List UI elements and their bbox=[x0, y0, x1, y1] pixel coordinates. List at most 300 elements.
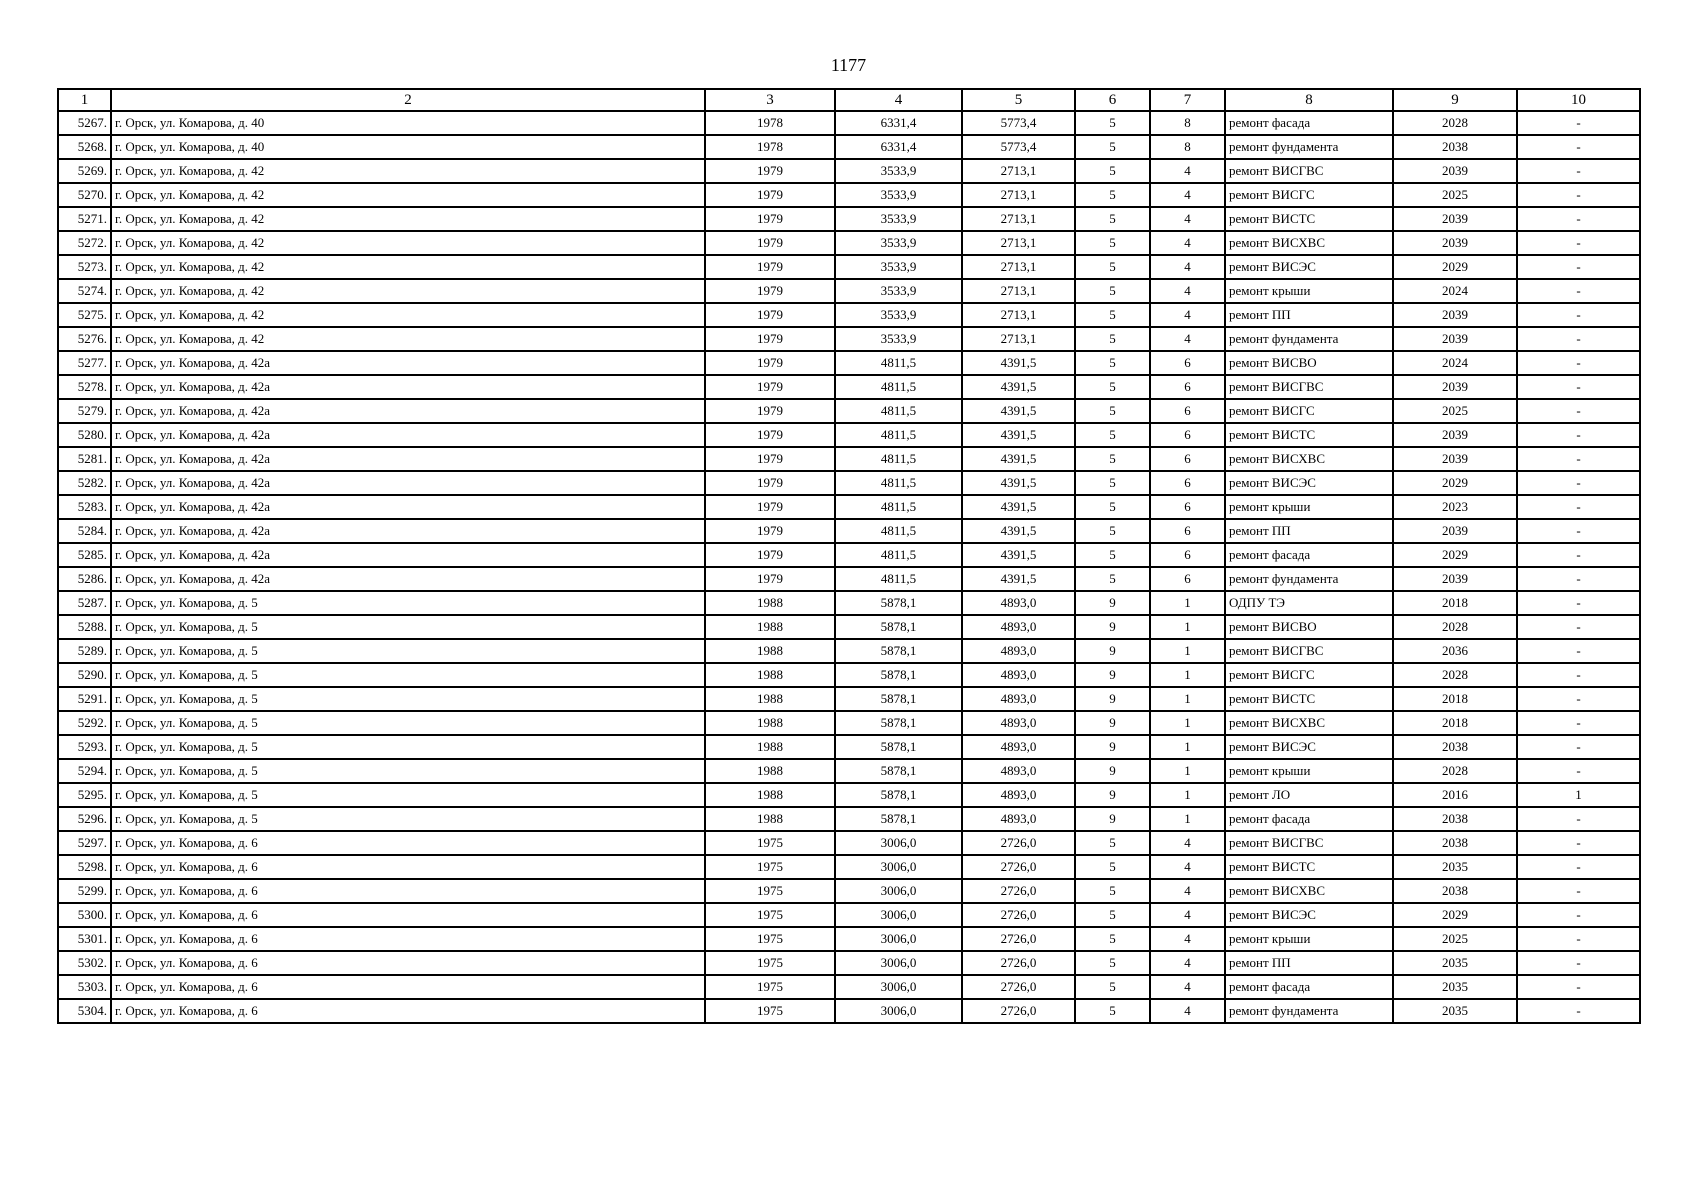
table-row bbox=[58, 231, 1640, 255]
cell-col-8: ремонт ВИСХВС bbox=[1225, 231, 1393, 255]
cell-col-2: г. Орск, ул. Комарова, д. 40 bbox=[111, 111, 705, 135]
cell-col-9: 2025 bbox=[1393, 927, 1517, 951]
cell-col-5: 2726,0 bbox=[962, 855, 1075, 879]
cell-col-3: 1988 bbox=[705, 807, 835, 831]
cell-col-8: ремонт фасада bbox=[1225, 807, 1393, 831]
cell-col-6: 5 bbox=[1075, 567, 1150, 591]
cell-col-10: - bbox=[1517, 375, 1640, 399]
cell-col-9: 2039 bbox=[1393, 567, 1517, 591]
cell-col-5: 4893,0 bbox=[962, 759, 1075, 783]
cell-col-5: 4893,0 bbox=[962, 663, 1075, 687]
cell-col-5: 4893,0 bbox=[962, 615, 1075, 639]
cell-col-10: - bbox=[1517, 639, 1640, 663]
cell-col-6: 5 bbox=[1075, 399, 1150, 423]
table-row bbox=[58, 639, 1640, 663]
cell-col-2: г. Орск, ул. Комарова, д. 6 bbox=[111, 975, 705, 999]
cell-col-1: 5290. bbox=[58, 663, 111, 687]
cell-col-1: 5272. bbox=[58, 231, 111, 255]
table-row bbox=[58, 783, 1640, 807]
cell-col-1: 5299. bbox=[58, 879, 111, 903]
cell-col-4: 6331,4 bbox=[835, 135, 962, 159]
cell-col-6: 9 bbox=[1075, 687, 1150, 711]
table-row bbox=[58, 303, 1640, 327]
cell-col-1: 5274. bbox=[58, 279, 111, 303]
cell-col-6: 5 bbox=[1075, 375, 1150, 399]
cell-col-9: 2028 bbox=[1393, 111, 1517, 135]
cell-col-3: 1988 bbox=[705, 735, 835, 759]
cell-col-5: 2726,0 bbox=[962, 927, 1075, 951]
cell-col-1: 5268. bbox=[58, 135, 111, 159]
cell-col-9: 2038 bbox=[1393, 135, 1517, 159]
cell-col-2: г. Орск, ул. Комарова, д. 42 bbox=[111, 327, 705, 351]
cell-col-9: 2023 bbox=[1393, 495, 1517, 519]
cell-col-3: 1979 bbox=[705, 567, 835, 591]
cell-col-9: 2039 bbox=[1393, 519, 1517, 543]
cell-col-4: 3006,0 bbox=[835, 879, 962, 903]
cell-col-3: 1979 bbox=[705, 327, 835, 351]
cell-col-3: 1978 bbox=[705, 111, 835, 135]
cell-col-5: 2713,1 bbox=[962, 159, 1075, 183]
cell-col-8: ремонт ВИСВО bbox=[1225, 351, 1393, 375]
cell-col-4: 3006,0 bbox=[835, 951, 962, 975]
cell-col-10: - bbox=[1517, 951, 1640, 975]
cell-col-6: 5 bbox=[1075, 255, 1150, 279]
table-row bbox=[58, 255, 1640, 279]
table-row bbox=[58, 807, 1640, 831]
cell-col-2: г. Орск, ул. Комарова, д. 5 bbox=[111, 735, 705, 759]
cell-col-6: 5 bbox=[1075, 111, 1150, 135]
cell-col-4: 4811,5 bbox=[835, 543, 962, 567]
cell-col-4: 3533,9 bbox=[835, 231, 962, 255]
table-row bbox=[58, 591, 1640, 615]
cell-col-8: ремонт ВИСТС bbox=[1225, 423, 1393, 447]
cell-col-6: 9 bbox=[1075, 759, 1150, 783]
cell-col-2: г. Орск, ул. Комарова, д. 6 bbox=[111, 999, 705, 1023]
cell-col-5: 2713,1 bbox=[962, 279, 1075, 303]
cell-col-1: 5300. bbox=[58, 903, 111, 927]
cell-col-3: 1975 bbox=[705, 903, 835, 927]
cell-col-2: г. Орск, ул. Комарова, д. 5 bbox=[111, 783, 705, 807]
cell-col-7: 4 bbox=[1150, 279, 1225, 303]
cell-col-10: - bbox=[1517, 975, 1640, 999]
cell-col-5: 2726,0 bbox=[962, 903, 1075, 927]
cell-col-4: 3533,9 bbox=[835, 183, 962, 207]
cell-col-8: ремонт фасада bbox=[1225, 111, 1393, 135]
cell-col-8: ремонт ВИСХВС bbox=[1225, 879, 1393, 903]
table-row bbox=[58, 975, 1640, 999]
cell-col-5: 4893,0 bbox=[962, 783, 1075, 807]
cell-col-5: 4391,5 bbox=[962, 399, 1075, 423]
table-body bbox=[58, 111, 1640, 1023]
table-row bbox=[58, 375, 1640, 399]
cell-col-10: - bbox=[1517, 447, 1640, 471]
cell-col-6: 5 bbox=[1075, 903, 1150, 927]
cell-col-7: 1 bbox=[1150, 735, 1225, 759]
cell-col-6: 5 bbox=[1075, 447, 1150, 471]
cell-col-8: ремонт ВИСГС bbox=[1225, 399, 1393, 423]
table-row bbox=[58, 951, 1640, 975]
cell-col-6: 5 bbox=[1075, 975, 1150, 999]
cell-col-10: - bbox=[1517, 831, 1640, 855]
table-row bbox=[58, 903, 1640, 927]
cell-col-4: 5878,1 bbox=[835, 759, 962, 783]
cell-col-10: - bbox=[1517, 879, 1640, 903]
cell-col-8: ремонт ВИСГС bbox=[1225, 183, 1393, 207]
cell-col-3: 1979 bbox=[705, 279, 835, 303]
cell-col-3: 1979 bbox=[705, 447, 835, 471]
cell-col-6: 5 bbox=[1075, 519, 1150, 543]
cell-col-2: г. Орск, ул. Комарова, д. 6 bbox=[111, 855, 705, 879]
cell-col-4: 4811,5 bbox=[835, 399, 962, 423]
cell-col-3: 1975 bbox=[705, 879, 835, 903]
cell-col-5: 4391,5 bbox=[962, 423, 1075, 447]
cell-col-5: 4391,5 bbox=[962, 447, 1075, 471]
cell-col-4: 4811,5 bbox=[835, 519, 962, 543]
cell-col-5: 2713,1 bbox=[962, 207, 1075, 231]
cell-col-9: 2028 bbox=[1393, 759, 1517, 783]
cell-col-9: 2025 bbox=[1393, 399, 1517, 423]
cell-col-3: 1979 bbox=[705, 351, 835, 375]
cell-col-5: 2713,1 bbox=[962, 327, 1075, 351]
cell-col-7: 6 bbox=[1150, 423, 1225, 447]
cell-col-10: - bbox=[1517, 927, 1640, 951]
cell-col-1: 5288. bbox=[58, 615, 111, 639]
cell-col-6: 5 bbox=[1075, 159, 1150, 183]
cell-col-2: г. Орск, ул. Комарова, д. 5 bbox=[111, 711, 705, 735]
cell-col-5: 4391,5 bbox=[962, 543, 1075, 567]
cell-col-10: - bbox=[1517, 759, 1640, 783]
table-row bbox=[58, 927, 1640, 951]
cell-col-2: г. Орск, ул. Комарова, д. 42а bbox=[111, 447, 705, 471]
cell-col-1: 5269. bbox=[58, 159, 111, 183]
cell-col-9: 2036 bbox=[1393, 639, 1517, 663]
cell-col-9: 2038 bbox=[1393, 735, 1517, 759]
column-header-9: 9 bbox=[1393, 89, 1517, 111]
cell-col-3: 1975 bbox=[705, 951, 835, 975]
cell-col-1: 5270. bbox=[58, 183, 111, 207]
cell-col-2: г. Орск, ул. Комарова, д. 42 bbox=[111, 255, 705, 279]
cell-col-5: 4391,5 bbox=[962, 351, 1075, 375]
cell-col-9: 2024 bbox=[1393, 351, 1517, 375]
cell-col-9: 2038 bbox=[1393, 879, 1517, 903]
cell-col-3: 1979 bbox=[705, 423, 835, 447]
cell-col-1: 5289. bbox=[58, 639, 111, 663]
cell-col-10: - bbox=[1517, 999, 1640, 1023]
header-row bbox=[58, 89, 1640, 111]
cell-col-9: 2035 bbox=[1393, 855, 1517, 879]
cell-col-1: 5304. bbox=[58, 999, 111, 1023]
table-row bbox=[58, 831, 1640, 855]
cell-col-7: 8 bbox=[1150, 111, 1225, 135]
cell-col-3: 1988 bbox=[705, 783, 835, 807]
cell-col-5: 4391,5 bbox=[962, 495, 1075, 519]
cell-col-9: 2029 bbox=[1393, 903, 1517, 927]
table-row bbox=[58, 327, 1640, 351]
cell-col-3: 1979 bbox=[705, 375, 835, 399]
cell-col-2: г. Орск, ул. Комарова, д. 5 bbox=[111, 807, 705, 831]
cell-col-10: - bbox=[1517, 255, 1640, 279]
cell-col-1: 5279. bbox=[58, 399, 111, 423]
cell-col-10: - bbox=[1517, 423, 1640, 447]
cell-col-7: 4 bbox=[1150, 927, 1225, 951]
table-row bbox=[58, 999, 1640, 1023]
table-row bbox=[58, 663, 1640, 687]
cell-col-1: 5280. bbox=[58, 423, 111, 447]
cell-col-4: 5878,1 bbox=[835, 735, 962, 759]
cell-col-10: - bbox=[1517, 159, 1640, 183]
column-header-8: 8 bbox=[1225, 89, 1393, 111]
cell-col-8: ремонт ПП bbox=[1225, 303, 1393, 327]
table-row bbox=[58, 423, 1640, 447]
cell-col-10: - bbox=[1517, 855, 1640, 879]
cell-col-2: г. Орск, ул. Комарова, д. 6 bbox=[111, 831, 705, 855]
table-row bbox=[58, 279, 1640, 303]
cell-col-10: - bbox=[1517, 591, 1640, 615]
cell-col-8: ремонт крыши bbox=[1225, 759, 1393, 783]
cell-col-7: 4 bbox=[1150, 207, 1225, 231]
cell-col-4: 4811,5 bbox=[835, 495, 962, 519]
cell-col-4: 4811,5 bbox=[835, 447, 962, 471]
table-row bbox=[58, 351, 1640, 375]
cell-col-4: 3533,9 bbox=[835, 159, 962, 183]
cell-col-7: 6 bbox=[1150, 375, 1225, 399]
cell-col-9: 2029 bbox=[1393, 471, 1517, 495]
cell-col-3: 1979 bbox=[705, 471, 835, 495]
cell-col-7: 4 bbox=[1150, 303, 1225, 327]
cell-col-9: 2039 bbox=[1393, 423, 1517, 447]
cell-col-4: 5878,1 bbox=[835, 591, 962, 615]
cell-col-8: ремонт ВИСЭС bbox=[1225, 471, 1393, 495]
table-row bbox=[58, 495, 1640, 519]
cell-col-2: г. Орск, ул. Комарова, д. 42а bbox=[111, 399, 705, 423]
cell-col-10: - bbox=[1517, 207, 1640, 231]
cell-col-9: 2035 bbox=[1393, 975, 1517, 999]
cell-col-5: 4893,0 bbox=[962, 807, 1075, 831]
table-row bbox=[58, 543, 1640, 567]
cell-col-8: ремонт ВИСЭС bbox=[1225, 903, 1393, 927]
cell-col-8: ремонт ЛО bbox=[1225, 783, 1393, 807]
cell-col-8: ремонт ВИСГВС bbox=[1225, 639, 1393, 663]
cell-col-2: г. Орск, ул. Комарова, д. 42 bbox=[111, 183, 705, 207]
column-header-7: 7 bbox=[1150, 89, 1225, 111]
cell-col-3: 1975 bbox=[705, 975, 835, 999]
cell-col-4: 3006,0 bbox=[835, 999, 962, 1023]
cell-col-7: 1 bbox=[1150, 807, 1225, 831]
cell-col-8: ремонт фундамента bbox=[1225, 999, 1393, 1023]
cell-col-8: ремонт ПП bbox=[1225, 519, 1393, 543]
cell-col-8: ремонт ВИСГС bbox=[1225, 663, 1393, 687]
cell-col-6: 5 bbox=[1075, 135, 1150, 159]
cell-col-8: ремонт крыши bbox=[1225, 279, 1393, 303]
cell-col-4: 3533,9 bbox=[835, 207, 962, 231]
cell-col-4: 4811,5 bbox=[835, 567, 962, 591]
cell-col-2: г. Орск, ул. Комарова, д. 40 bbox=[111, 135, 705, 159]
cell-col-2: г. Орск, ул. Комарова, д. 42а bbox=[111, 423, 705, 447]
table-header bbox=[58, 89, 1640, 111]
cell-col-1: 5287. bbox=[58, 591, 111, 615]
cell-col-4: 4811,5 bbox=[835, 423, 962, 447]
table-row bbox=[58, 711, 1640, 735]
register-table bbox=[57, 88, 1641, 1024]
cell-col-8: ремонт ВИСГВС bbox=[1225, 831, 1393, 855]
cell-col-2: г. Орск, ул. Комарова, д. 5 bbox=[111, 759, 705, 783]
cell-col-8: ОДПУ ТЭ bbox=[1225, 591, 1393, 615]
cell-col-8: ремонт фасада bbox=[1225, 975, 1393, 999]
cell-col-6: 5 bbox=[1075, 927, 1150, 951]
cell-col-10: - bbox=[1517, 735, 1640, 759]
cell-col-4: 4811,5 bbox=[835, 375, 962, 399]
cell-col-7: 4 bbox=[1150, 159, 1225, 183]
cell-col-7: 4 bbox=[1150, 183, 1225, 207]
cell-col-6: 5 bbox=[1075, 423, 1150, 447]
cell-col-1: 5275. bbox=[58, 303, 111, 327]
cell-col-9: 2018 bbox=[1393, 591, 1517, 615]
cell-col-1: 5271. bbox=[58, 207, 111, 231]
cell-col-7: 4 bbox=[1150, 855, 1225, 879]
cell-col-9: 2029 bbox=[1393, 255, 1517, 279]
cell-col-2: г. Орск, ул. Комарова, д. 5 bbox=[111, 639, 705, 663]
cell-col-5: 2713,1 bbox=[962, 231, 1075, 255]
cell-col-4: 5878,1 bbox=[835, 807, 962, 831]
cell-col-6: 9 bbox=[1075, 615, 1150, 639]
cell-col-10: - bbox=[1517, 231, 1640, 255]
cell-col-7: 1 bbox=[1150, 615, 1225, 639]
cell-col-10: - bbox=[1517, 687, 1640, 711]
cell-col-3: 1988 bbox=[705, 687, 835, 711]
cell-col-2: г. Орск, ул. Комарова, д. 6 bbox=[111, 927, 705, 951]
cell-col-1: 5303. bbox=[58, 975, 111, 999]
cell-col-5: 2713,1 bbox=[962, 183, 1075, 207]
table-row bbox=[58, 207, 1640, 231]
cell-col-3: 1988 bbox=[705, 711, 835, 735]
cell-col-10: - bbox=[1517, 807, 1640, 831]
cell-col-8: ремонт ПП bbox=[1225, 951, 1393, 975]
cell-col-1: 5296. bbox=[58, 807, 111, 831]
cell-col-3: 1975 bbox=[705, 927, 835, 951]
cell-col-2: г. Орск, ул. Комарова, д. 42 bbox=[111, 159, 705, 183]
cell-col-10: - bbox=[1517, 183, 1640, 207]
cell-col-8: ремонт ВИСЭС bbox=[1225, 255, 1393, 279]
cell-col-4: 3006,0 bbox=[835, 927, 962, 951]
cell-col-9: 2039 bbox=[1393, 231, 1517, 255]
cell-col-5: 4391,5 bbox=[962, 471, 1075, 495]
cell-col-7: 6 bbox=[1150, 399, 1225, 423]
cell-col-4: 5878,1 bbox=[835, 687, 962, 711]
cell-col-4: 4811,5 bbox=[835, 351, 962, 375]
cell-col-5: 2713,1 bbox=[962, 303, 1075, 327]
cell-col-2: г. Орск, ул. Комарова, д. 5 bbox=[111, 687, 705, 711]
cell-col-9: 2028 bbox=[1393, 663, 1517, 687]
cell-col-10: - bbox=[1517, 903, 1640, 927]
cell-col-9: 2039 bbox=[1393, 375, 1517, 399]
cell-col-5: 2726,0 bbox=[962, 879, 1075, 903]
cell-col-10: - bbox=[1517, 567, 1640, 591]
table-row bbox=[58, 855, 1640, 879]
table-row bbox=[58, 519, 1640, 543]
table-row bbox=[58, 735, 1640, 759]
cell-col-7: 1 bbox=[1150, 711, 1225, 735]
cell-col-9: 2028 bbox=[1393, 615, 1517, 639]
column-header-3: 3 bbox=[705, 89, 835, 111]
table-row bbox=[58, 135, 1640, 159]
cell-col-4: 5878,1 bbox=[835, 663, 962, 687]
cell-col-6: 5 bbox=[1075, 279, 1150, 303]
cell-col-7: 6 bbox=[1150, 447, 1225, 471]
cell-col-3: 1979 bbox=[705, 399, 835, 423]
cell-col-7: 4 bbox=[1150, 231, 1225, 255]
cell-col-7: 4 bbox=[1150, 327, 1225, 351]
cell-col-6: 5 bbox=[1075, 303, 1150, 327]
cell-col-1: 5281. bbox=[58, 447, 111, 471]
column-header-6: 6 bbox=[1075, 89, 1150, 111]
cell-col-4: 4811,5 bbox=[835, 471, 962, 495]
cell-col-8: ремонт фасада bbox=[1225, 543, 1393, 567]
cell-col-9: 2024 bbox=[1393, 279, 1517, 303]
cell-col-7: 1 bbox=[1150, 783, 1225, 807]
cell-col-10: - bbox=[1517, 135, 1640, 159]
cell-col-7: 1 bbox=[1150, 759, 1225, 783]
cell-col-10: - bbox=[1517, 111, 1640, 135]
cell-col-5: 4893,0 bbox=[962, 639, 1075, 663]
cell-col-5: 4893,0 bbox=[962, 711, 1075, 735]
cell-col-6: 5 bbox=[1075, 471, 1150, 495]
cell-col-5: 2726,0 bbox=[962, 999, 1075, 1023]
cell-col-3: 1975 bbox=[705, 831, 835, 855]
cell-col-5: 4893,0 bbox=[962, 735, 1075, 759]
cell-col-6: 5 bbox=[1075, 183, 1150, 207]
cell-col-6: 9 bbox=[1075, 807, 1150, 831]
cell-col-6: 5 bbox=[1075, 831, 1150, 855]
cell-col-3: 1975 bbox=[705, 999, 835, 1023]
cell-col-8: ремонт ВИСГВС bbox=[1225, 375, 1393, 399]
cell-col-1: 5283. bbox=[58, 495, 111, 519]
table-row bbox=[58, 111, 1640, 135]
cell-col-4: 3006,0 bbox=[835, 903, 962, 927]
cell-col-1: 5285. bbox=[58, 543, 111, 567]
cell-col-2: г. Орск, ул. Комарова, д. 6 bbox=[111, 951, 705, 975]
cell-col-3: 1979 bbox=[705, 495, 835, 519]
cell-col-5: 4391,5 bbox=[962, 519, 1075, 543]
cell-col-8: ремонт ВИСТС bbox=[1225, 687, 1393, 711]
cell-col-7: 1 bbox=[1150, 687, 1225, 711]
cell-col-7: 4 bbox=[1150, 903, 1225, 927]
cell-col-1: 5277. bbox=[58, 351, 111, 375]
cell-col-10: 1 bbox=[1517, 783, 1640, 807]
table-row bbox=[58, 687, 1640, 711]
cell-col-2: г. Орск, ул. Комарова, д. 42 bbox=[111, 303, 705, 327]
cell-col-8: ремонт ВИСЭС bbox=[1225, 735, 1393, 759]
cell-col-7: 6 bbox=[1150, 543, 1225, 567]
cell-col-6: 5 bbox=[1075, 207, 1150, 231]
cell-col-7: 8 bbox=[1150, 135, 1225, 159]
cell-col-10: - bbox=[1517, 543, 1640, 567]
cell-col-10: - bbox=[1517, 327, 1640, 351]
cell-col-3: 1979 bbox=[705, 207, 835, 231]
cell-col-1: 5273. bbox=[58, 255, 111, 279]
cell-col-3: 1988 bbox=[705, 615, 835, 639]
cell-col-9: 2035 bbox=[1393, 951, 1517, 975]
cell-col-8: ремонт ВИСГВС bbox=[1225, 159, 1393, 183]
cell-col-1: 5292. bbox=[58, 711, 111, 735]
cell-col-6: 5 bbox=[1075, 327, 1150, 351]
cell-col-6: 9 bbox=[1075, 639, 1150, 663]
cell-col-2: г. Орск, ул. Комарова, д. 6 bbox=[111, 903, 705, 927]
column-header-2: 2 bbox=[111, 89, 705, 111]
table-row bbox=[58, 879, 1640, 903]
cell-col-1: 5282. bbox=[58, 471, 111, 495]
table-row bbox=[58, 447, 1640, 471]
cell-col-1: 5286. bbox=[58, 567, 111, 591]
